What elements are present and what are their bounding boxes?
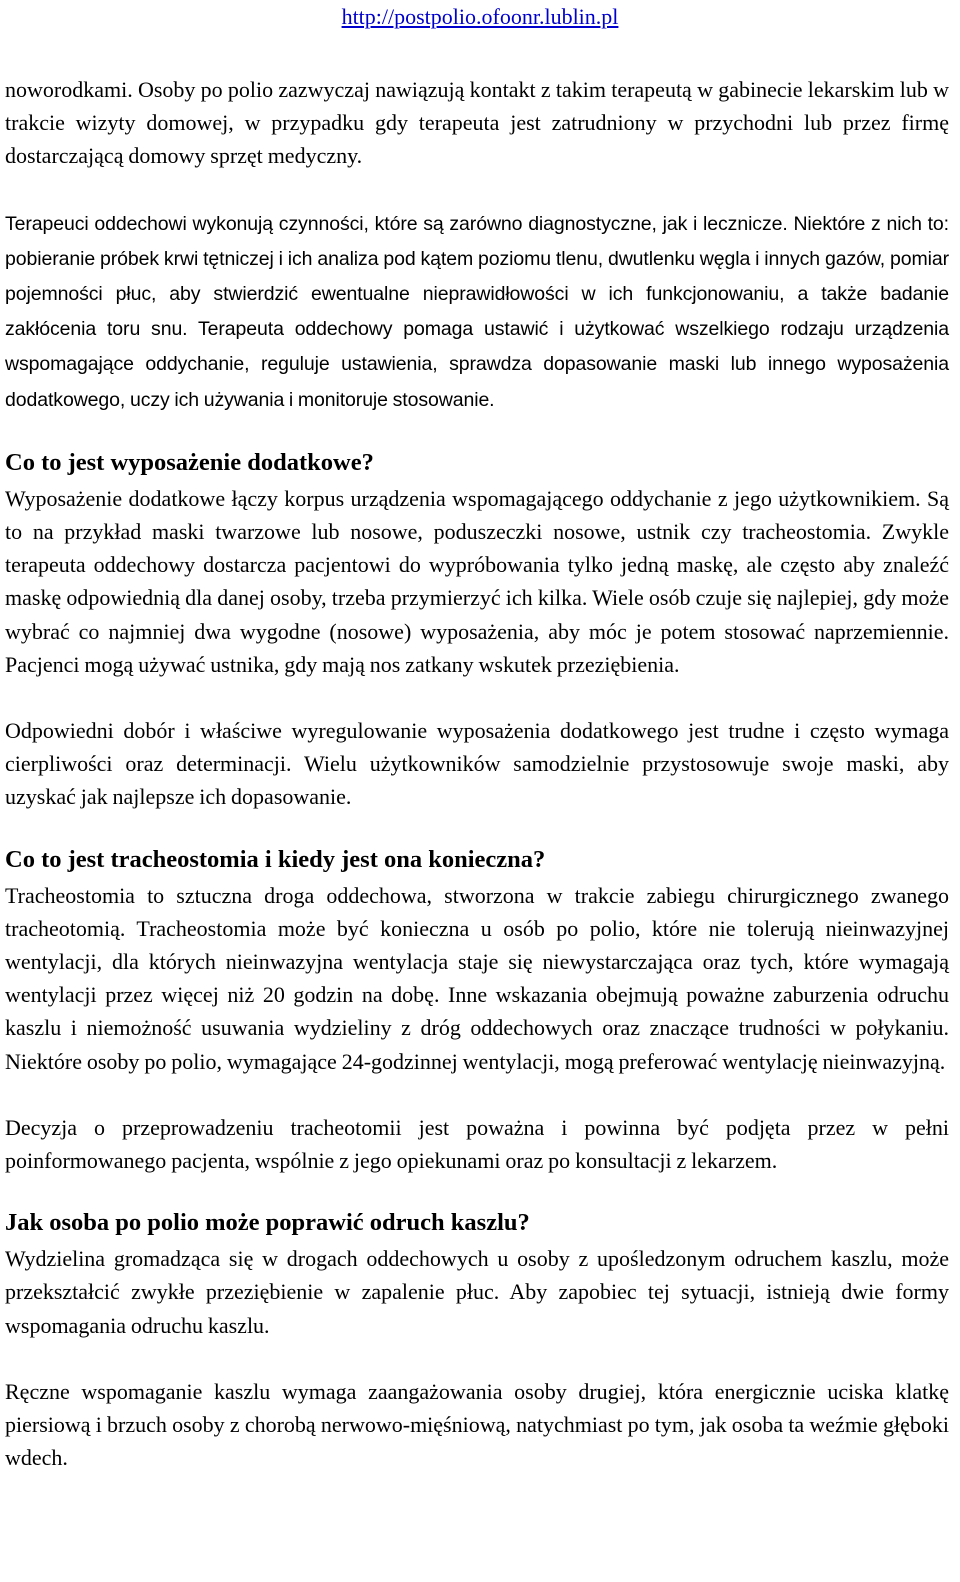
paragraph-manual-cough-assist: Ręczne wspomaganie kaszlu wymaga zaangażowania osoby drugiej, która energicznie uciska klatkę piersiową i brzuch osoby z chorobą nerwowo-mięśniową, natychmiast po tym, jak osoba ta weźmie głęboki wdech. xyxy=(5,1378,949,1471)
heading-accessories: Co to jest wyposażenie dodatkowe? xyxy=(5,448,374,476)
paragraph-cough-reflex: Wydzielina gromadząca się w drogach oddechowych u osoby z upośledzonym odruchem kaszlu, może przekształcić zwykłe przeziębienie w zapalenie płuc. Aby zapobiec tej sytuacji, istnieją dwie formy wspomagania odruchu kaszlu. xyxy=(5,1246,949,1338)
paragraph-respiratory-therapists xyxy=(5,206,949,417)
paragraph-accessory-fitting: Odpowiedni dobór i właściwe wyregulowanie wyposażenia dodatkowego jest trudne i często wymaga cierpliwości oraz determinacji. Wielu użytkowników samodzielnie przystosowuje swoje maski, aby uzyskać jak najlepsze ich dopasowanie. xyxy=(5,718,949,810)
paragraph-tracheotomy-decision: Decyzja o przeprowadzeniu tracheotomii jest poważna i powinna być podjęta przez w pełni poinformowanego pacjenta, wspólnie z jego opiekunami oraz po konsultacji z lekarzem. xyxy=(5,1114,949,1174)
header-url-link[interactable]: http://postpolio.ofoonr.lublin.pl xyxy=(341,4,619,29)
paragraph-tracheostomy: Tracheostomia to sztuczna droga oddechowa, stworzona w trakcie zabiegu chirurgicznego zwanego tracheotomią. Tracheostomia może być konieczna u osób po polio, które nie tolerują nieinwazyjnej wentylacji, dla których nieinwazyjna wentylacja staje się niewystarczająca oraz tych, które wymagają wentylacji przez więcej niż 20 godzin na dobę. Inne wskazania obejmują poważne zaburzenia odruchu kaszlu i niemożność usuwania wydzieliny z dróg oddechowych oraz znaczące trudności w połykaniu. Niektóre osoby po polio, wymagające 24-godzinnej wentylacji, mogą preferować wentylację nieinwazyjną. xyxy=(5,882,949,1074)
heading-tracheostomy: Co to jest tracheostomia i kiedy jest ona konieczna? xyxy=(5,845,546,873)
paragraph-intro-continuation: noworodkami. Osoby po polio zazwyczaj nawiązują kontakt z takim terapeutą w gabinecie lekarskim lub w trakcie wizyty domowej, w przypadku gdy terapeuta jest zatrudniony w przychodni lub przez firmę dostarczającą domowy sprzęt medyczny. xyxy=(5,77,949,169)
paragraph-respiratory-therapists-text: Terapeuci oddechowi wykonują czynności, które są zarówno diagnostyczne, jak i lecznicze. Niektóre z nich to: pobieranie próbek krwi tętniczej i ich analiza pod kątem poziomu tlenu, dwutlenku węgla i innych gazów, pomiar pojemności płuc, aby stwierdzić ewentualne nieprawidłowości w ich funkcjonowaniu, a także badanie zakłócenia toru snu. Terapeuta oddechowy pomaga ustawić i użytkować wszelkiego rodzaju urządzenia wspomagające oddychanie, reguluje ustawienia, sprawdza dopasowanie maski lub innego wyposażenia dodatkowego, uczy ich używania i monitoruje stosowanie. xyxy=(5,212,949,411)
heading-cough-reflex: Jak osoba po polio może poprawić odruch kaszlu? xyxy=(5,1209,530,1237)
paragraph-accessories: Wyposażenie dodatkowe łączy korpus urządzenia wspomagającego oddychanie z jego użytkownikiem. Są to na przykład maski twarzowe lub nosowe, poduszeczki nosowe, ustnik czy tracheostomia. Zwykle terapeuta oddechowy dostarcza pacjentowi do wypróbowania tylko jedną maskę, ale często aby znaleźć maskę odpowiednią dla danej osoby, trzeba przymierzyć ich kilka. Wiele osób czuje się najlepiej, gdy może wybrać co najmniej dwa wygodne (nosowe) wyposażenia, aby móc je potem stosować naprzemiennie. Pacjenci mogą używać ustnika, gdy mają nos zatkany wskutek przeziębienia. xyxy=(5,485,949,677)
document-body xyxy=(5,73,949,1475)
